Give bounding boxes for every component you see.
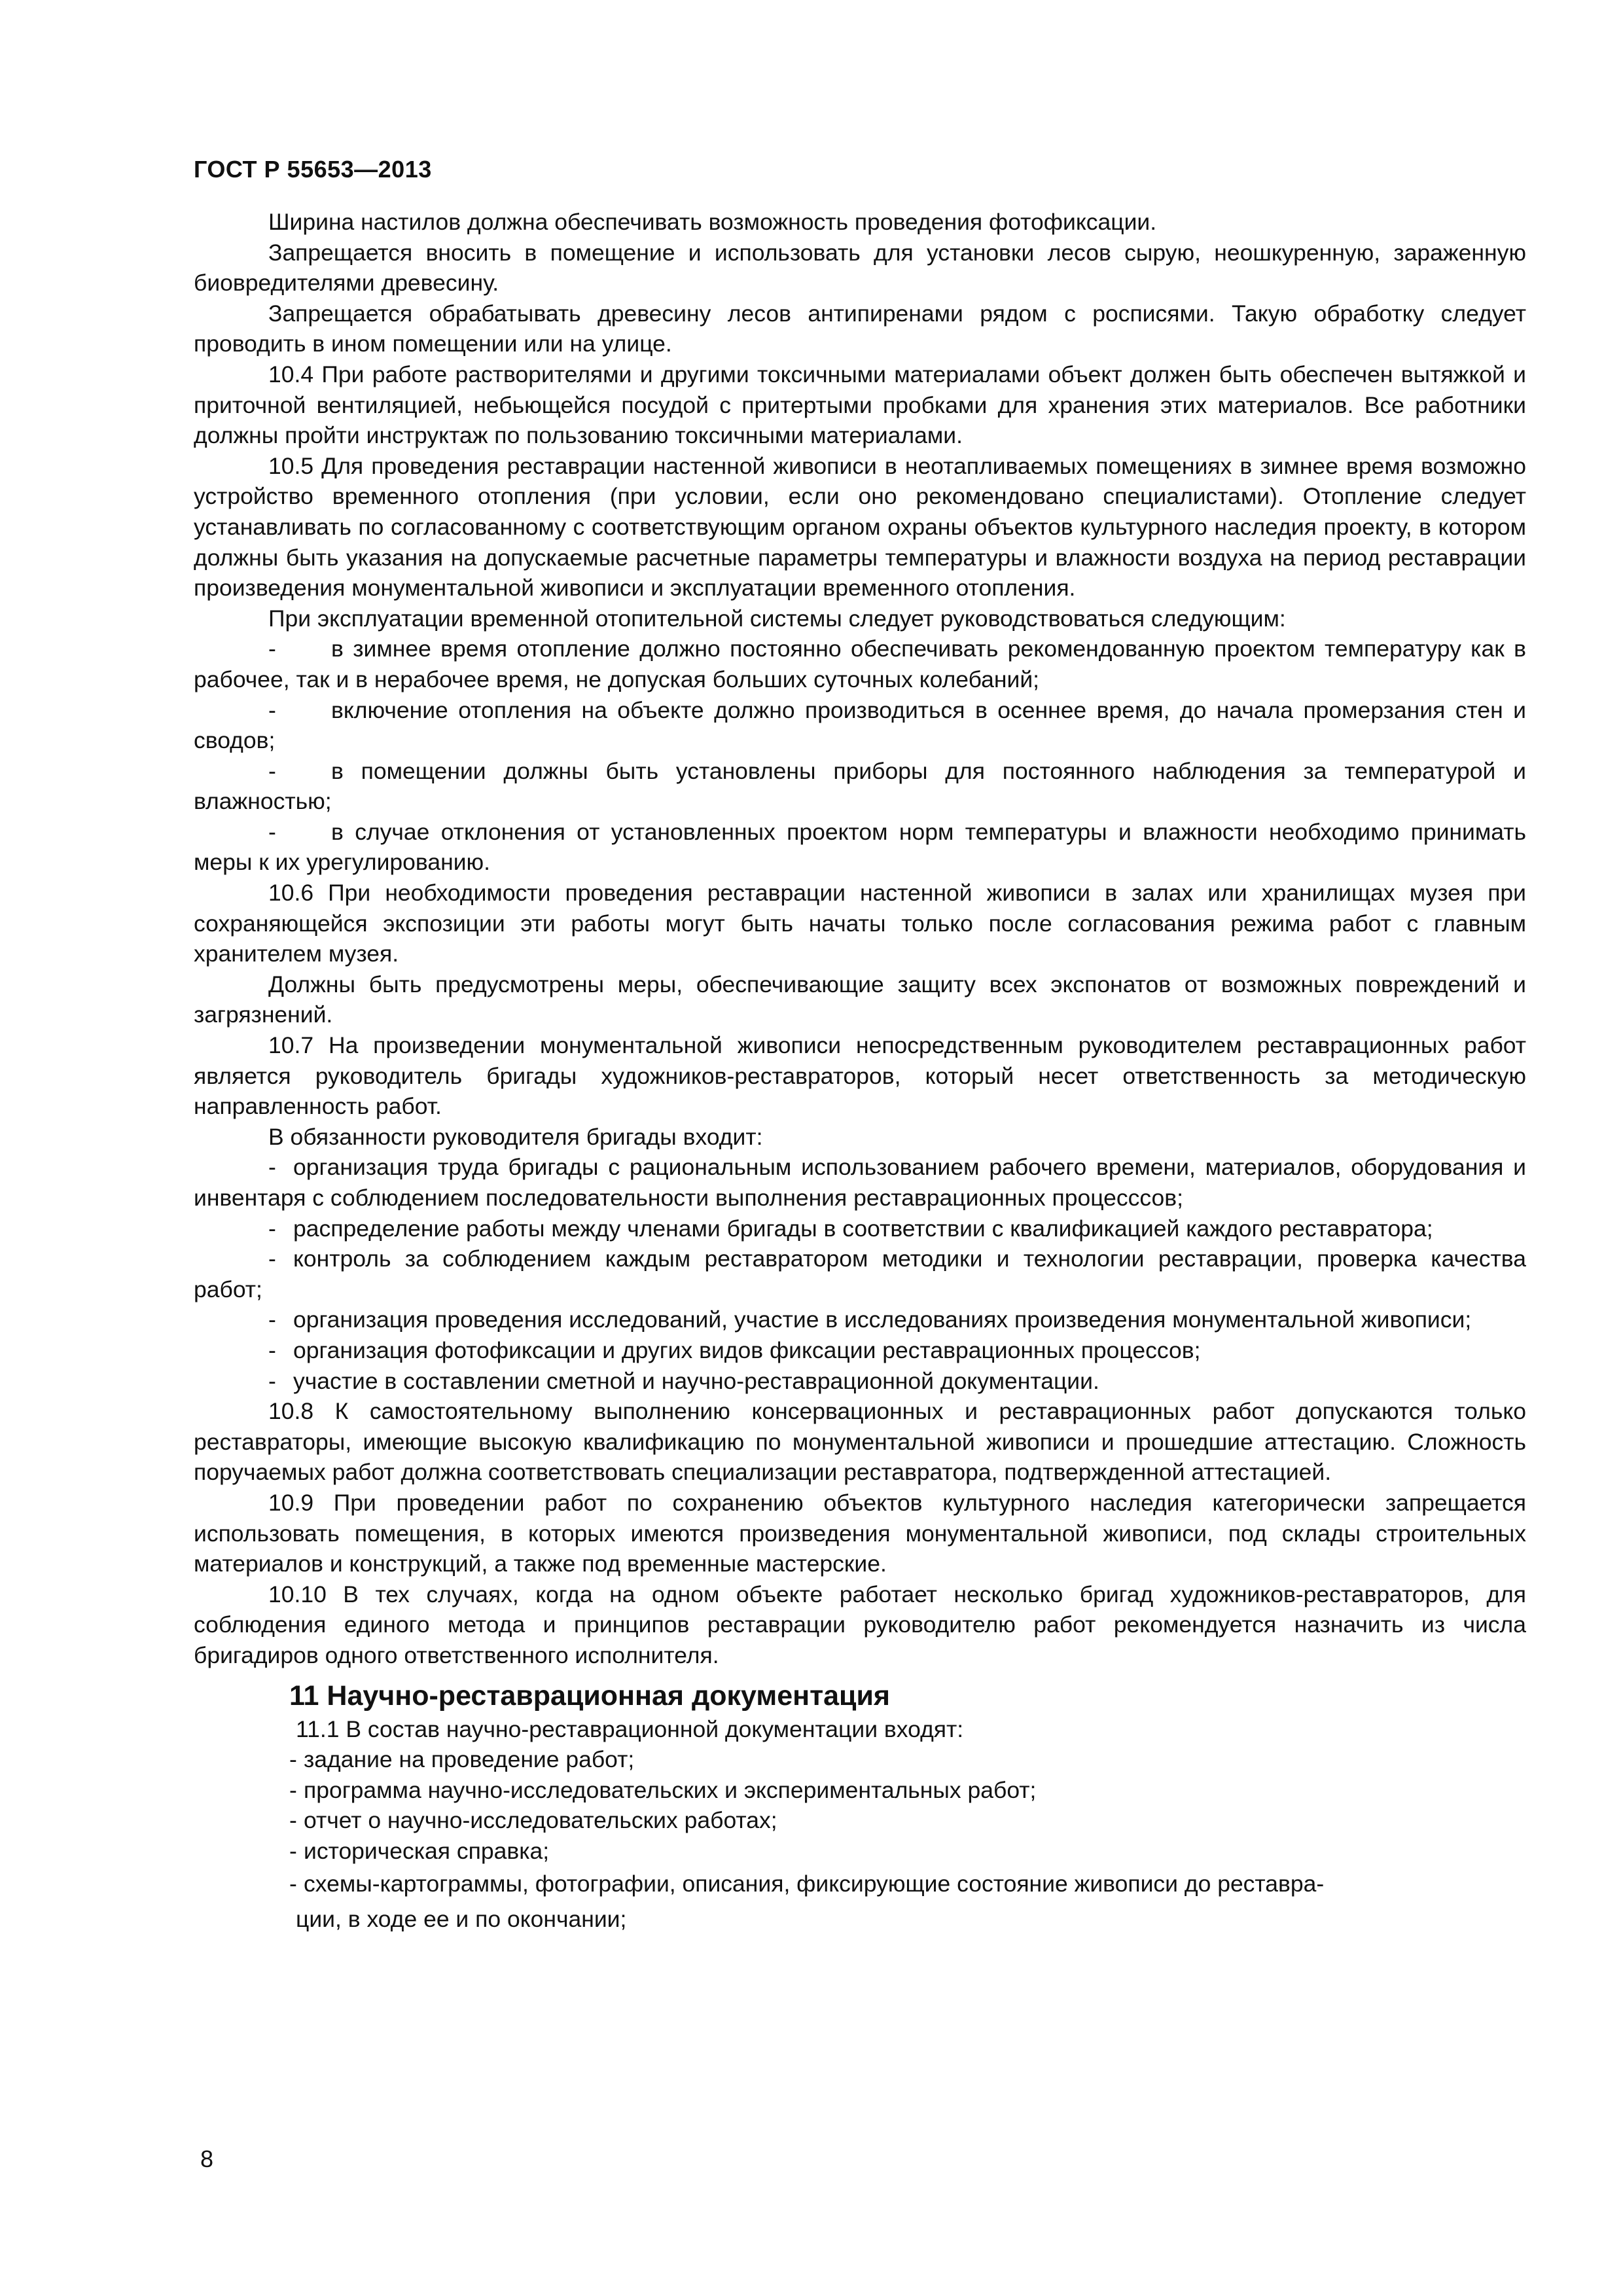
list-dash: -: [268, 1215, 276, 1242]
paragraph-10-6: 10.6 При необходимости проведения реставрации настенной живописи в залах или хранилищах музея при сохраняющейся экспозиции эти работы могут быть начаты только после согласования режима работ с главным хранителем музея.: [194, 880, 1526, 967]
page-number: 8: [200, 2145, 214, 2172]
list-dash: -: [289, 1837, 297, 1864]
list-item: - историческая справка;: [289, 1836, 1526, 1867]
list-item: - включение отопления на объекте должно производиться в осеннее время, до начала промерзания стен и сводов;: [194, 695, 1526, 756]
list-item: - контроль за соблюдением каждым реставратором методики и технологии реставрации, проверка качества работ;: [194, 1244, 1526, 1304]
paragraph: Запрещается обрабатывать древесину лесов антипиренами рядом с росписями. Такую обработку следует проводить в ином помещении или на улице.: [194, 300, 1526, 357]
list-item: - программа научно-исследовательских и экспериментальных работ;: [289, 1775, 1526, 1806]
list-dash: -: [268, 636, 276, 662]
list-dash: -: [268, 1367, 276, 1394]
list-item: - схемы-картограммы, фотографии, описания, фиксирующие состояние живописи до реставра- ции, в ходе ее и по окончании;: [289, 1866, 1526, 1937]
list-dash: -: [268, 696, 276, 723]
paragraph: В обязанности руководителя бригады входит:: [268, 1123, 763, 1150]
list-item: - в зимнее время отопление должно постоянно обеспечивать рекомендованную проектом температуру как в рабочее, так и в нерабочее время, не допуская больших суточных колебаний;: [194, 634, 1526, 694]
list-item: - в помещении должны быть установлены приборы для постоянного наблюдения за температурой и влажностью;: [194, 756, 1526, 817]
paragraph: Ширина настилов должна обеспечивать возможность проведения фотофиксации.: [268, 209, 1157, 235]
paragraph-10-7: 10.7 На произведении монументальной живописи непосредственным руководителем реставрационных работ является руководитель бригады художников-реставраторов, который несет ответственность за методическую направленность работ.: [194, 1032, 1526, 1120]
paragraph-10-8: 10.8 К самостоятельному выполнению консервационных и реставрационных работ допускаются только реставраторы, имеющие высокую квалификацию по монументальной живописи и прошедшие аттестацию. Сложность поручаемых работ должна соответствовать специализации реставратора, подтвержденной аттестацией.: [194, 1398, 1526, 1486]
list-item: - участие в составлении сметной и научно-реставрационной документации.: [194, 1366, 1526, 1397]
paragraph-10-10: 10.10 В тех случаях, когда на одном объекте работает несколько бригад художников-реставраторов, для соблюдения единого метода и принципов реставрации руководителю работ рекомендуется назначить из числа бригадиров одного ответственного исполнителя.: [194, 1581, 1526, 1668]
section-title: 11 Научно-реставрационная документация: [289, 1679, 891, 1712]
list-dash: -: [268, 1246, 276, 1272]
document-body: [194, 207, 1526, 1937]
documentation-list: [289, 1714, 1526, 1937]
list-dash: -: [268, 818, 276, 845]
paragraph: При эксплуатации временной отопительной системы следует руководствоваться следующим:: [268, 605, 1286, 632]
list-dash: -: [289, 1776, 297, 1803]
list-dash: -: [268, 757, 276, 784]
paragraph: Запрещается вносить в помещение и использовать для установки лесов сырую, неошкуренную, зараженную биовредителями древесину.: [194, 239, 1526, 296]
paragraph-10-4: 10.4 При работе растворителями и другими токсичными материалами объект должен быть обеспечен вытяжкой и приточной вентиляцией, небьющейся посудой с притертыми пробками для хранения этих материалов. Все работники должны пройти инструктаж по пользованию токсичными материалами.: [194, 361, 1526, 449]
list-item: - распределение работы между членами бригады в соответствии с квалификацией каждого реставратора;: [194, 1213, 1526, 1244]
paragraph: Должны быть предусмотрены меры, обеспечивающие защиту всех экспонатов от возможных повреждений и загрязнений.: [194, 971, 1526, 1028]
list-dash: -: [268, 1154, 276, 1181]
list-dash: -: [289, 1871, 297, 1897]
list-item: - в случае отклонения от установленных проектом норм температуры и влажности необходимо принимать меры к их урегулированию.: [194, 817, 1526, 878]
paragraph-10-5: 10.5 Для проведения реставрации настенной живописи в неотапливаемых помещениях в зимнее время возможно устройство временного отопления (при условии, если оно рекомендовано специалистами). Отопление следует устанавливать по согласованному с соответствующим органом охраны объектов культурного наследия проекту, в котором должны быть указания на допускаемые расчетные параметры температуры и влажности воздуха на период реставрации произведения монументальной живописи и эксплуатации временного отопления.: [194, 452, 1526, 601]
list-dash: -: [289, 1807, 297, 1834]
list-item: - отчет о научно-исследовательских работах;: [289, 1805, 1526, 1836]
paragraph-10-9: 10.9 При проведении работ по сохранению объектов культурного наследия категорически запрещается использовать помещения, в которых имеются произведения монументальной живописи, под склады строительных материалов и конструкций, а также под временные мастерские.: [194, 1489, 1526, 1577]
list-dash: -: [268, 1306, 276, 1333]
document-header: ГОСТ Р 55653—2013: [194, 156, 432, 183]
list-dash: -: [268, 1336, 276, 1363]
list-dash: -: [289, 1746, 297, 1773]
list-item: - организация труда бригады с рациональным использованием рабочего времени, материалов, оборудования и инвентаря с соблюдением последовательности выполнения реставрационных процесссов;: [194, 1152, 1526, 1213]
list-item: - организация фотофиксации и других видов фиксации реставрационных процессов;: [194, 1335, 1526, 1366]
list-item: - организация проведения исследований, участие в исследованиях произведения монументальной живописи;: [194, 1304, 1526, 1335]
list-item: - задание на проведение работ;: [289, 1744, 1526, 1775]
paragraph-11-1: 11.1 В состав научно-реставрационной документации входят:: [296, 1715, 964, 1742]
